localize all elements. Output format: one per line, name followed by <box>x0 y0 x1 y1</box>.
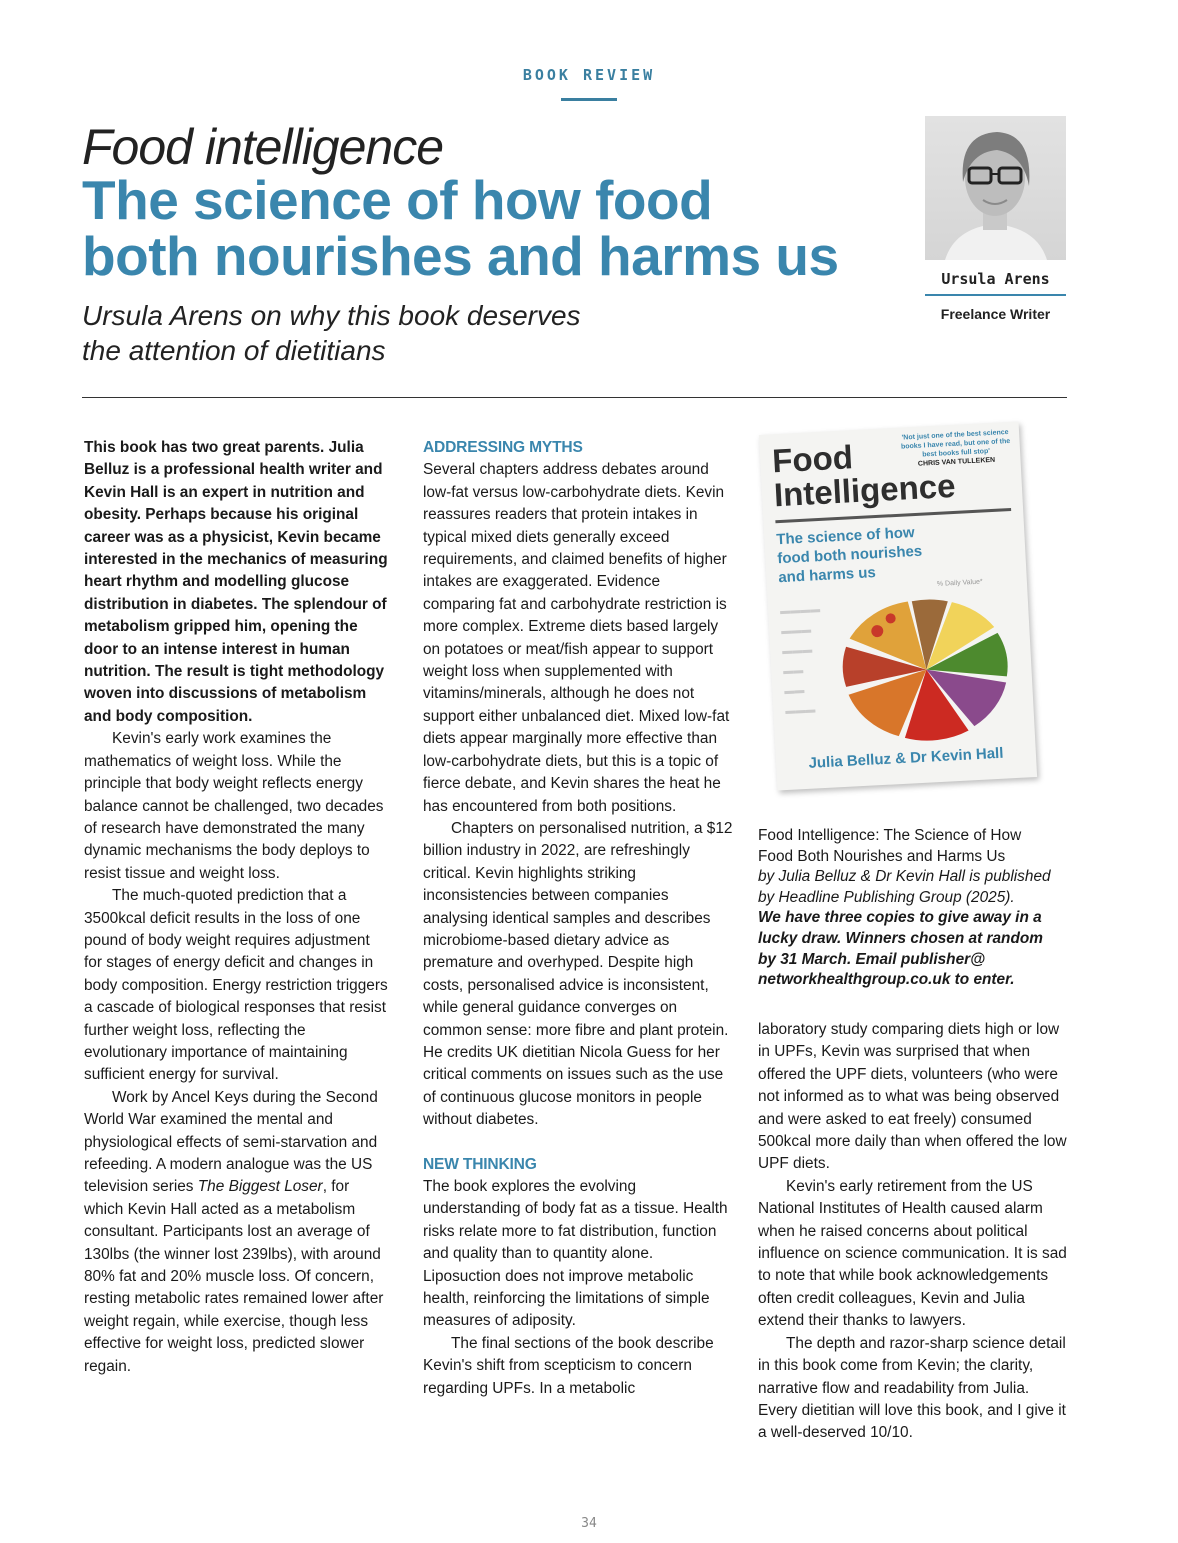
author-photo <box>925 116 1066 260</box>
nutrition-label-row: ▬▬▬ <box>780 624 812 638</box>
standfirst-line-2: the attention of dietitians <box>82 335 386 366</box>
body-paragraph <box>84 1087 389 1378</box>
body-paragraph: Several chapters address debates around low-fat versus low-carbohydrate diets. Kevin reassures readers that protein intakes in typical mixed diets generally exceed requirements, and claimed benefits of higher intakes are exaggerated. Evidence comparing fat and carbohydrate restriction is more complex. Extreme diets based largely on potatoes or meat/fish appear to support weight loss when supplemented with vitamins/minerals, although he does not support either unbalanced diet. Mixed low-fat diets appear marginally more effective than low-carbohydrate diets, but this is a topic of fierce debate, and Kevin shares the heat he has encountered from both positions. <box>423 461 730 815</box>
author-divider <box>925 294 1066 296</box>
section-label: BOOK REVIEW <box>522 66 656 84</box>
column-1 <box>84 437 389 1378</box>
caption-line: Food Intelligence: The Science of How <box>758 827 1022 844</box>
body-paragraph: The final sections of the book describe Kevin's shift from scepticism to concern regarding UPFs. In a metabolic <box>423 1334 714 1397</box>
cover-daily-value: % Daily Value* <box>936 578 983 588</box>
body-paragraph: The book explores the evolving understanding of body fat as a tissue. Health risks relate more to fat distribution, function and quality than to quantity alone. Liposuction does not improve metabolic health, reinforcing the limitations of simple measures of adiposity. <box>423 1178 728 1330</box>
nutrition-label-row: ▬▬▬ <box>785 704 816 718</box>
author-name: Ursula Arens <box>941 270 1050 288</box>
body-paragraph: laboratory study comparing diets high or low in UPFs, Kevin was surprised that when offered the UPF diets, volunteers (who were not informed as to what was being observed and were asked to eat freely) consumed 500kcal more daily than when offered the low UPF diets. <box>758 1021 1067 1173</box>
cover-quote-text: 'Not just one of the best science books I have read, but one of the best books full stop' <box>900 428 1011 459</box>
caption-line: by Headline Publishing Group (2025). <box>758 888 1015 906</box>
standfirst-line-1: Ursula Arens on why this book deserves <box>82 300 581 331</box>
nutrition-label-row: ▬▬▬ <box>781 644 813 658</box>
body-text: Work by Ancel Keys during the Second World War examined the mental and physiological effects of semi-starvation and refeeding. A modern analogue was the US television series <box>84 1088 378 1196</box>
cover-authors: Julia Belluz & Dr Kevin Hall <box>808 744 1004 772</box>
giveaway-line: We have three copies to give away in a <box>758 909 1042 927</box>
cover-subtitle-line-1: The science of how <box>775 524 915 549</box>
column-3 <box>758 1019 1068 1445</box>
header-divider <box>82 397 1067 398</box>
body-paragraph: The much-quoted prediction that a 3500kcal deficit results in the loss of one pound of body weight requires adjustment for stages of energy deficit and changes in body composition. Energy restriction triggers a cascade of biological responses that resist further weight loss, reflecting the evolutionary importance of maintaining sufficient energy for survival. <box>84 887 388 1084</box>
page-number: 34 <box>581 1516 597 1531</box>
subheading-addressing-myths: ADDRESSING MYTHS <box>423 439 583 456</box>
body-paragraph: Chapters on personalised nutrition, a $12 billion industry in 2022, are refreshingly critical. Kevin highlights striking inconsistencies between companies analysing identical samples and describes microbiome-based dietary advice as premature and overhyped. Despite high costs, personalised advice is inconsistent, while general guidance converges on common sense: more fibre and plant protein. He credits UK dietitian Nicola Guess for her critical comments on issues such as the use of continuous glucose monitors in people without diabetes. <box>423 819 733 1129</box>
cover-title-line-2: Intelligence <box>773 466 957 514</box>
nutrition-label-row: ▬▬ <box>782 665 804 678</box>
cover-subtitle <box>776 523 924 588</box>
caption-line: by Julia Belluz & Dr Kevin Hall is published <box>758 868 1051 886</box>
giveaway-line: networkhealthgroup.co.uk to enter. <box>758 971 1015 989</box>
section-label-underline <box>561 98 617 101</box>
column-2 <box>423 437 735 1400</box>
cover-title-line-1: Food <box>771 438 854 480</box>
cover-quote <box>899 428 1013 470</box>
book-caption <box>758 826 1068 991</box>
subheading-new-thinking: NEW THINKING <box>423 1155 537 1173</box>
nutrition-label-row: ▬▬▬▬ <box>779 604 821 618</box>
headline-italic: Food intelligence <box>82 119 444 175</box>
author-portrait-illustration <box>925 116 1066 260</box>
headline-line-1: The science of how food <box>82 169 713 231</box>
body-paragraph: Kevin's early work examines the mathematics of weight loss. While the principle that body weight reflects energy balance cannot be challenged, two decades of research have demonstrated the many dynamic mechanisms the body deploys to resist tissue and weight loss. <box>84 730 384 882</box>
body-text: , for which Kevin Hall acted as a metabolism consultant. Participants lost an average of 130lbs (the winner lost 239lbs), with around 80% fat and 20% muscle loss. Of concern, resting metabolic rates remained lower after weight regain, while exercise, though less effective for weight loss, predicted slower regain. <box>84 1178 384 1375</box>
book-cover <box>759 421 1037 790</box>
caption-line: Food Both Nourishes and Harms Us <box>758 847 1006 865</box>
cover-subtitle-line-3: and harms us <box>777 564 877 587</box>
nutrition-label-row: ▬▬ <box>784 685 805 698</box>
cover-quote-attribution: CHRIS VAN TULLEKEN <box>917 456 996 468</box>
tv-series-title: The Biggest Loser <box>197 1178 323 1196</box>
body-paragraph: Kevin's early retirement from the US National Institutes of Health caused alarm when he raised concerns about political influence on science communication. It is sad to note that while book acknowledgements often credit colleagues, Kevin and Julia extend their thanks to lawyers. <box>758 1177 1067 1330</box>
lead-paragraph: This book has two great parents. Julia Belluz is a professional health writer and Kevin Hall is an expert in nutrition and obesity. Perhaps because his original career was as a physicist, Kevin became interested in the mechanics of measuring heart rhythm and modelling glucose distribution in diabetes. The splendour of metabolism gripped him, opening the door to an intense interest in human nutrition. The result is tight methodology woven into discussions of metabolism and body composition. <box>84 439 388 725</box>
giveaway-line: lucky draw. Winners chosen at random <box>758 929 1043 947</box>
headline <box>82 169 902 287</box>
cover-subtitle-line-2: food both nourishes <box>776 542 923 568</box>
food-pie-illustration <box>828 590 1026 750</box>
author-role: Freelance Writer <box>940 306 1051 322</box>
body-paragraph: The depth and razor-sharp science detail in this book come from Kevin; the clarity, narrative flow and readability from Julia. Every dietitian will love this book, and I give it a well-deserved 10/10. <box>758 1334 1066 1442</box>
headline-line-2: both nourishes and harms us <box>82 225 839 287</box>
standfirst <box>82 298 702 368</box>
giveaway-line: by 31 March. Email publisher@ <box>758 950 986 968</box>
